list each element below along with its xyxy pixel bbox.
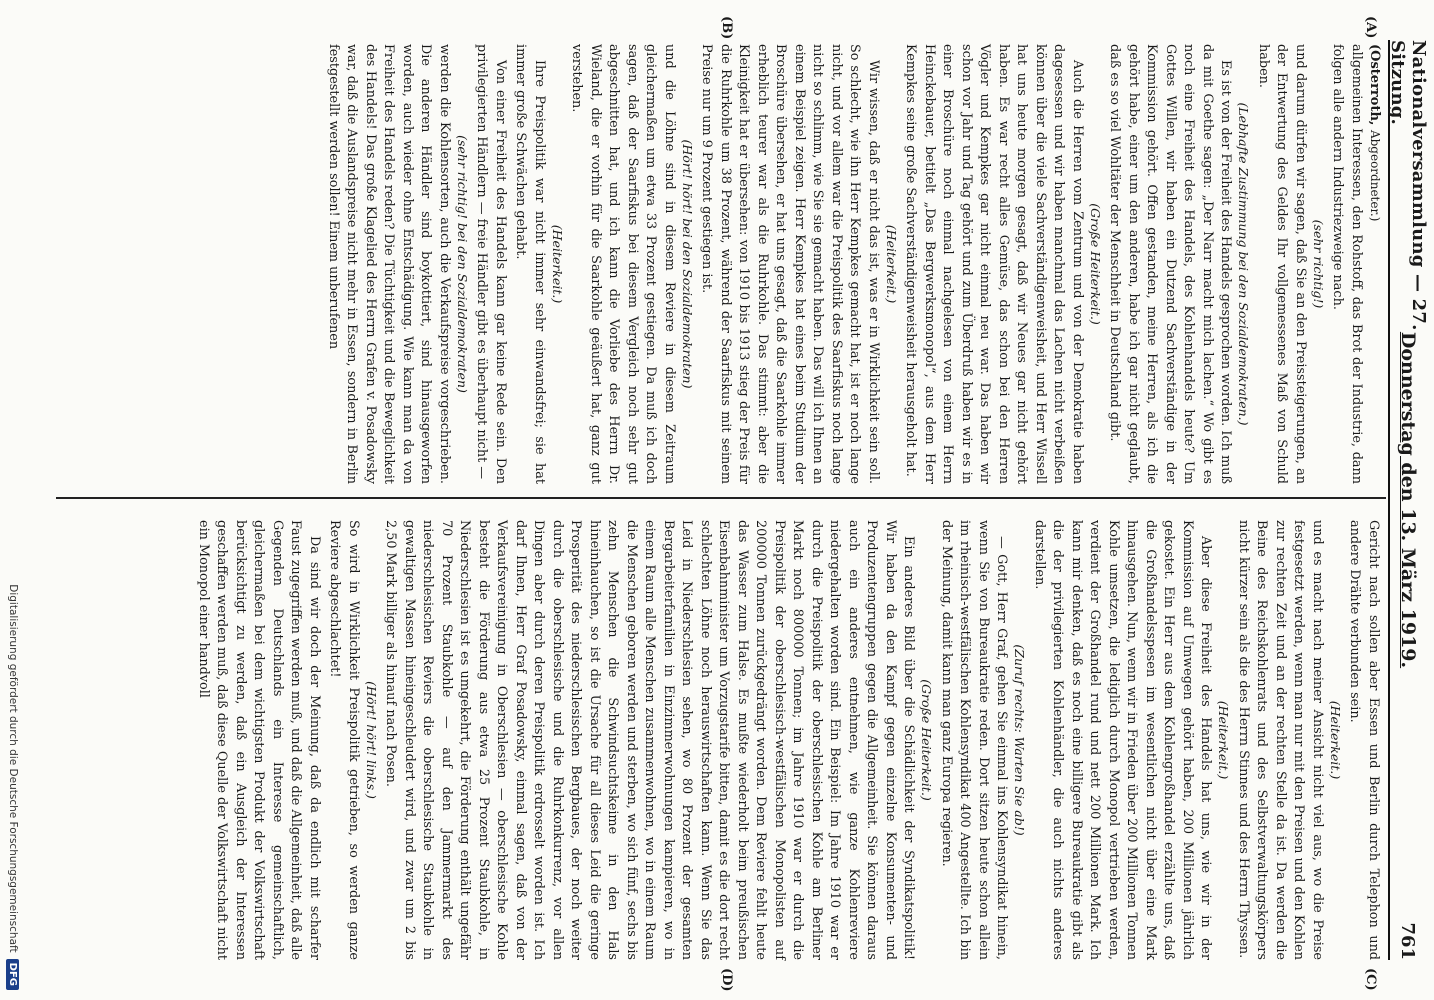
left-column (322, 44, 1383, 484)
margin-letter-b: (B) (719, 16, 734, 40)
speaker-role: Abgeordneter.) (1368, 129, 1382, 222)
paragraph: Aber diese Freiheit des Handels hat uns, wie wir in der Kommission auf Umwegen gehört haben, 200 Millionen jährlich gekostet. Ein Herr aus dem Kohlengroßhandel erzählte uns, daß die Großhandelsspesen im wesentlichen nicht über eine Mark hinausgehen. Nun, wenn wir in Frieden über 200 Millionen Tonnen Kohle umsetzen, die lediglich durch Monopol vertrieben werden, verdient der Großhandel rund und nett 200 Millionen Mark. Ich kann mir denken, daß es noch eine billigere Bureaukratie gibt als die der privilegierten Kohlenhändler, die auch nichts anderes darstellen. (1032, 520, 1214, 960)
paragraph: Es ist von der Freiheit des Handels gesprochen worden. Ich muß da mit Goethe sagen: „Der Narr macht mich lachen.“ Wo gibt es noch eine Freiheit des Handels, des Kohlenhandels heute? Um Gottes Willen, wir haben ein Dutzend Sachverständige in der Kommission gehört. Offen gestanden, meine Herren, als ich die gehört habe, einer um den anderen, habe ich gar nicht geglaubt, daß es so viel Wohltäter der Menschheit in Deutschland gibt. (1107, 44, 1234, 484)
paragraph: allgemeinen Interessen, den Rohstoff, das Brot der Industrie, dann folgen alle andern Industriezweige nach. (1330, 44, 1364, 484)
paragraph: Ein anderes Bild über die Schädlichkeit der Syndikatspolitik! Wir haben da den Kampf gegen einzelne Konsumenten- und Produzentengruppen gegen die Allgemeinheit. Sie können daraus auch ein anderes entnehmen, wie ganze Kohlenreviere niedergehalten worden sind. Ein Beispiel: Im Jahre 1910 war er durch die Preispolitik der oberschlesischen Kohle am Berliner Markt noch 800000 Tonnen; im Jahre 1910 war er durch die Preispolitik der oberschlesisch-westfälischen Monopolisten auf 200000 Tonnen zurückgedrängt worden. Dem Reviere fehlt heute das Wasser zum Halse. Es mußte wiederholt beim preußischen Eisenbahnminister um Vorzugstarife bitten, damit es die dort recht schlechten Löhne noch herauswirtschaften kann. Wenn Sie das Leid in Niederschlesien sehen, wo 80 Prozent der gesamten Bergarbeiterfamilien in Einzimmerwohnungen kampieren, wo in einem Raum alle Menschen zusammenwohnen, wo in einem Raum die Menschen geboren werden und sterben, wo sich fünf, sechs bis zehn Menschen die Schwindsuchtskeime in den Hals hineinhauchen, so ist die Ursache für all dieses Leid die geringe Prosperität des niederschlesischen Bergbaues, der noch weiter durch die oberschlesische und die Ruhrkonkurrenz, vor allen Dingen aber durch deren Preispolitik erdrosselt worden ist. Ich darf Ihnen, Herr Graf Posadowsky, einmal sagen, daß von der Verkaufsvereinigung in Oberschlesien — oberschlesische Kohle besteht die Förderung aus etwa 25 Prozent Staubkohle, in Niederschlesien ist es umgekehrt, die Förderung enthält ungefähr 70 Prozent Staubkohle — auf den Jammermarkt des niederschlesischen Reviers die oberschlesische Staubkohle in gewaltigen Massen hineingeschleudert wird, und zwar um 2 bis 2,50 Mark billiger als hinauf nach Posen. (383, 520, 917, 960)
paragraph: Auch die Herren vom Zentrum und von der Demokratie haben dagesessen und wir haben manchmal das Lachen nicht verbeißen können über die viele Sachverständigenweisheit, und Herr Wissell hat uns heute morgen gesagt, daß wir Neues gar nicht gehört haben. Es war recht alles Gemüse, das schon bei den Herren Vögler und Kempkes gar nicht einmal neu war. Das haben wir schon vor Jahr und Tag gehört und zum Überdruß haben wir es in einer Broschüre noch einmal nachgelesen von einem Herrn Heinckebauer, betitelt „Das Bergwerksmonopol“, aus dem Herr Kempkes seine große Sachverständigenweisheit herausgeholt hat. (903, 44, 1085, 484)
interjection: (sehr richtig!) (1311, 219, 1326, 309)
paragraph: werden die Kohlensorten, auch die Verkaufspreise vorgeschrieben. Die anderen Händler sind boykottiert, sind hinausgeworfen worden, auch wieder ohne Entschädigung. Wie kann man da von Freiheit des Handels reden? Die Tüchtigkeit und die Beweglichkeit des Handels! Das große Klagelied des Herrn Grafen v. Posadowsky war, daß die Auslandspreise nicht mehr in Essen, sondern in Berlin festgestellt werden sollen! Einem unberufenen (326, 44, 452, 484)
speaker-name: (Osterroth, (1367, 44, 1382, 126)
paragraph: So wird in Wirklichkeit Preispolitik getrieben, so werden ganze Reviere abgeschlachtet! (327, 520, 361, 960)
column-divider (56, 497, 1386, 499)
paragraph: Wir wissen, daß er nicht das ist, was er in Wirklichkeit sein soll. So schlecht, wie ihn Herr Kempkes gemacht hat, ist er noch lange nicht, und vor allem war die Preispolitik des Saarfiskus noch lange nicht so schlimm, wie Sie sie gemacht haben. Das will ich Ihnen an einem Beispiel zeigen. Herr Kempkes hat eines beim Studium der Broschüre übersehen, er hat uns gesagt, daß die Saarkohle immer erheblich teurer war als die Ruhrkohle. Das stimmt: aber die Kleinigkeit hat er übersehen: von 1910 bis 1913 stieg der Preis für die Ruhrkohle um 38 Prozent, während der Saarfiskus mit seinem Preise nur um 9 Prozent gestiegen ist. (699, 44, 881, 484)
interjection: (sehr richtig! bei den Sozialdemokraten) (455, 135, 470, 393)
interjection: (Lebhafte Zustimmung bei den Sozialdemokraten.) (1236, 102, 1252, 426)
page-number: 761 (1397, 922, 1419, 961)
margin-letter-d: (D) (719, 968, 734, 992)
interjection: (Große Heiterkeit.) (1088, 203, 1103, 325)
speaker-line (1367, 44, 1382, 484)
interjection: (Heiterkeit.) (1216, 700, 1232, 780)
paragraph: und es macht nach meiner Ansicht nicht viel aus, wo die Preise festgesetzt werden, wenn man nur mit den Preisen und den Kohlen zur rechten Zeit und an der rechten Stelle da ist. Da werden die Beine des Reichskohlenrats und des Selbstverwaltungskörpers nicht kürzer sein als die des Herrn Stinnes und des Herrn Thyssen. (1236, 520, 1325, 960)
dfg-logo: DFG (7, 959, 20, 990)
page-header (1387, 40, 1429, 961)
interjection: (Große Heiterkeit.) (919, 679, 935, 801)
interjection: (Hört! hört! links.) (364, 681, 379, 799)
margin-letter-a: (A) (1363, 16, 1378, 39)
margin-letter-c: (C) (1363, 968, 1378, 991)
paragraph: — Gott, Herr Graf, gehen Sie einmal ins Kohlensyndikat hinein, wenn Sie von Bureaukratie reden. Dort sitzen heute schon allein im rheinisch-westfälischen Kohlensyndikat 400 Angestellte. Ich bin der Meinung, damit kann man ganz Europa regieren. (939, 520, 1010, 960)
paragraph: Da sind wir doch der Meinung, daß da endlich mit scharfer Faust zugegriffen werden muß, und daß die Allgemeinheit, daß alle Gegenden Deutschlands ein Interesse gemeinschaftlich, gleichermaßen bei dem wichtigsten Produkt der Volkswirtschaft berücksichtigt zu werden, daß ein Ausgleich der Interessen geschaffen werden muß, daß diese Quelle der Volkswirtschaft nicht ein Monopol einer handvoll (196, 520, 322, 960)
digitization-credit (2, 0, 24, 1000)
header-date: Donnerstag den 13. März 1919. (1397, 331, 1419, 669)
interjection: (Heiterkeit.) (884, 224, 899, 304)
paragraph: Gericht nach sollen aber Essen und Berlin durch Telephon und andere Drähte verbunden sein. (1347, 520, 1381, 960)
credit-text: Digitalisierung gefördert durch die Deutsche Forschungsgemeinschaft (7, 584, 19, 953)
interjection: (Heiterkeit.) (1328, 700, 1343, 780)
interjection: (Heiterkeit.) (550, 224, 565, 304)
interjection: (Zuruf rechts: Warten Sie ab!) (1012, 644, 1028, 836)
paragraph: und die Löhne sind in diesem Reviere in diesem Zeitraum gleichermaßen um etwa 33 Prozent gestiegen. Da muß ich doch sagen, daß der Saarfiskus bei diesem Vergleich noch sehr gut abgeschnitten hat, und ich kann die Vorliebe des Herrn Dr. Wieland, die er vorhin für die Saarkohle geäußert hat, ganz gut verstehen. (569, 44, 677, 484)
paragraph: und darum dürfen wir sagen, daß Sie an den Preissteigerungen, an der Entwertung des Geldes Ihr vollgemessenes Maß von Schuld haben. (1256, 44, 1308, 484)
header-session-title: Nationalversammlung — 27. Sitzung. (1387, 40, 1429, 331)
paragraph: Ihre Preispolitik war nicht immer sehr einwandsfrei; sie hat immer große Schwächen gehabt. (513, 44, 547, 484)
interjection: (Hört! hört! bei den Sozialdemokraten) (680, 139, 695, 389)
paragraph: Von einer Freiheit des Handels kann gar keine Rede sein. Den privilegierten Händlern — freie Händler gibt es überhaupt nicht — (474, 44, 508, 484)
right-column (192, 520, 1383, 960)
